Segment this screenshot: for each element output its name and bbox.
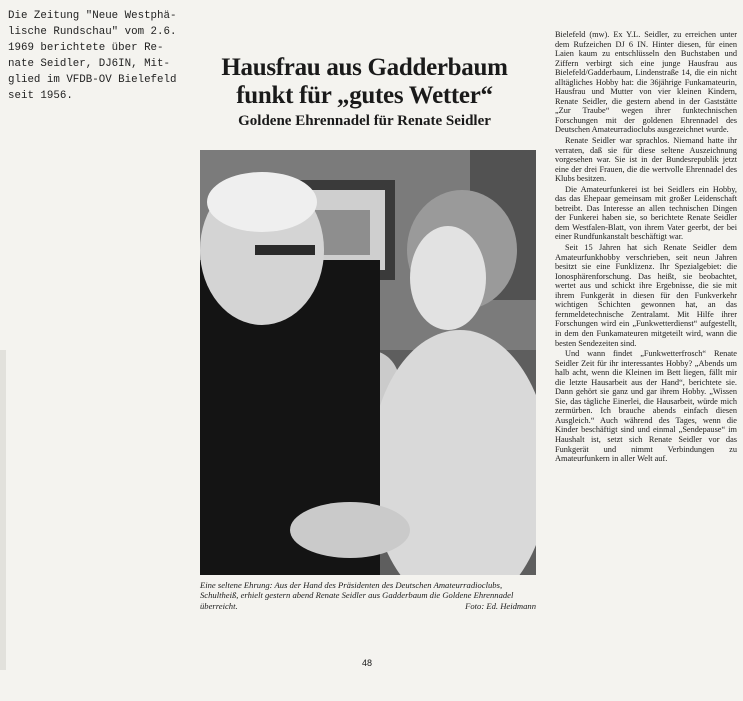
article-paragraph: Renate Seidler war sprachlos. Niemand hatte ihr verraten, daß sie für diese seltene Auszeichnung vorgesehen war. Sie ist in der Bundesrepublik jetzt eine der drei Frauen, die die wertvolle Ehrennadel des Klubs besitzen. <box>555 136 737 184</box>
article-paragraph: Seit 15 Jahren hat sich Renate Seidler dem Amateurfunkhobby verschrieben, seit neun Jahren besitzt sie eine Funklizenz. Ihr Spezialgebiet: die Ionosphärenforschung. Das heißt, sie beobachtet, wertet aus und schickt ihre Ergebnisse, die sie mit ihrem Funkgerät in diesen für den Funkverkehr wichtigen Schichten gewonnen hat, an das fernmeldetechnische Zentralamt. Mit Hilfe ihrer Forschungen wird ein „Funkwetterdienst“ aufgestellt, in dem den Funkamateuren mitgeteilt wird, wann die besten Sendezeiten sind. <box>555 243 737 348</box>
headline-subtitle: Goldene Ehrennadel für Renate Seidler <box>238 113 491 129</box>
note-line: glied im VFDB-OV Bielefeld <box>8 74 177 87</box>
headline-line-1: Hausfrau aus Gadderbaum <box>221 54 508 81</box>
note-line: seit 1956. <box>8 90 73 103</box>
intro-note <box>8 8 194 105</box>
headline-line-2: funkt für „gutes Wetter“ <box>236 82 493 109</box>
note-line: Die Zeitung "Neue Westphä- <box>8 10 177 22</box>
note-line: lische Rundschau" vom 2.6. <box>8 26 177 39</box>
article-paragraph: Und wann findet „Funkwetterfrosch“ Renate Seidler Zeit für ihr interessantes Hobby? „Abends um halb acht, wenn die Kleinen im Bett liegen, fällt mir die letzte Hausarbeit aus der Hand“, berichtete sie. Dann gehört sie ganz und gar ihrem Hobby. „Wissen Sie, das tägliche Einerlei, die Hausarbeit, würde mich zermürben. Ich brauche abends einfach diesen Ausgleich.“ Auch während des Tages, wenn die Kinder beschäftigt sind und einmal „Sendepause“ im Haushalt ist, setzt sich Renate Seidler vor das Funkgerät und nimmt Verbindungen zu Amateurfunkern in aller Welt auf. <box>555 349 737 464</box>
article-headline <box>198 54 531 130</box>
note-line: 1969 berichtete über Re- <box>8 42 164 55</box>
photo-credit: Foto: Ed. Heidmann <box>465 600 536 611</box>
caption-text: Eine seltene Ehrung: Aus der Hand des Präsidenten des Deutschen Amateurradioclubs, Schultheiß, erhielt gestern abend Renate Seidler aus Gadderbaum die Goldene Ehrennadel überreicht. <box>200 580 514 611</box>
article-paragraph: Die Amateurfunkerei ist bei Seidlers ein Hobby, das das Ehepaar gemeinsam mit großer Leidenschaft betreibt. Das Interesse an allen technischen Dingen der Funkerei haben sie, so berichtete Renate Seidler dem Westfalen-Blatt, von ihrem Vater geerbt, der bei einer Rundfunkanstalt beschäftigt war. <box>555 184 737 242</box>
page-number: 48 <box>362 658 373 668</box>
article-body <box>555 30 737 465</box>
article-paragraph: Bielefeld (mw). Ex Y.L. Seidler, zu erreichen unter dem Rufzeichen DJ 6 IN. Hinter diesen, für einen Laien kaum zu entschlüsseln den Buchstaben und Ziffern verbirgt sich eine junge Hausfrau aus Bielefeld/Gadderbaum, Lindenstraße 14, die ein nicht alltägliches Hobby hat: die 36jährige Funkamateurin, Hausfrau und Mutter von vier kleinen Kindern, Renate Seidler, die gestern abend in der Gaststätte „Zur Traube“ wegen ihrer funktechnischen Forschungen mit der goldenen Ehrennadel des Deutschen Amateurradioclubs ausgezeichnet wurde. <box>555 30 737 135</box>
note-line: nate Seidler, DJ6IN, Mit- <box>8 58 170 71</box>
article-photo <box>200 150 536 575</box>
photo-illustration <box>200 150 536 575</box>
page-edge-shadow <box>0 350 6 670</box>
photo-caption <box>200 580 536 611</box>
